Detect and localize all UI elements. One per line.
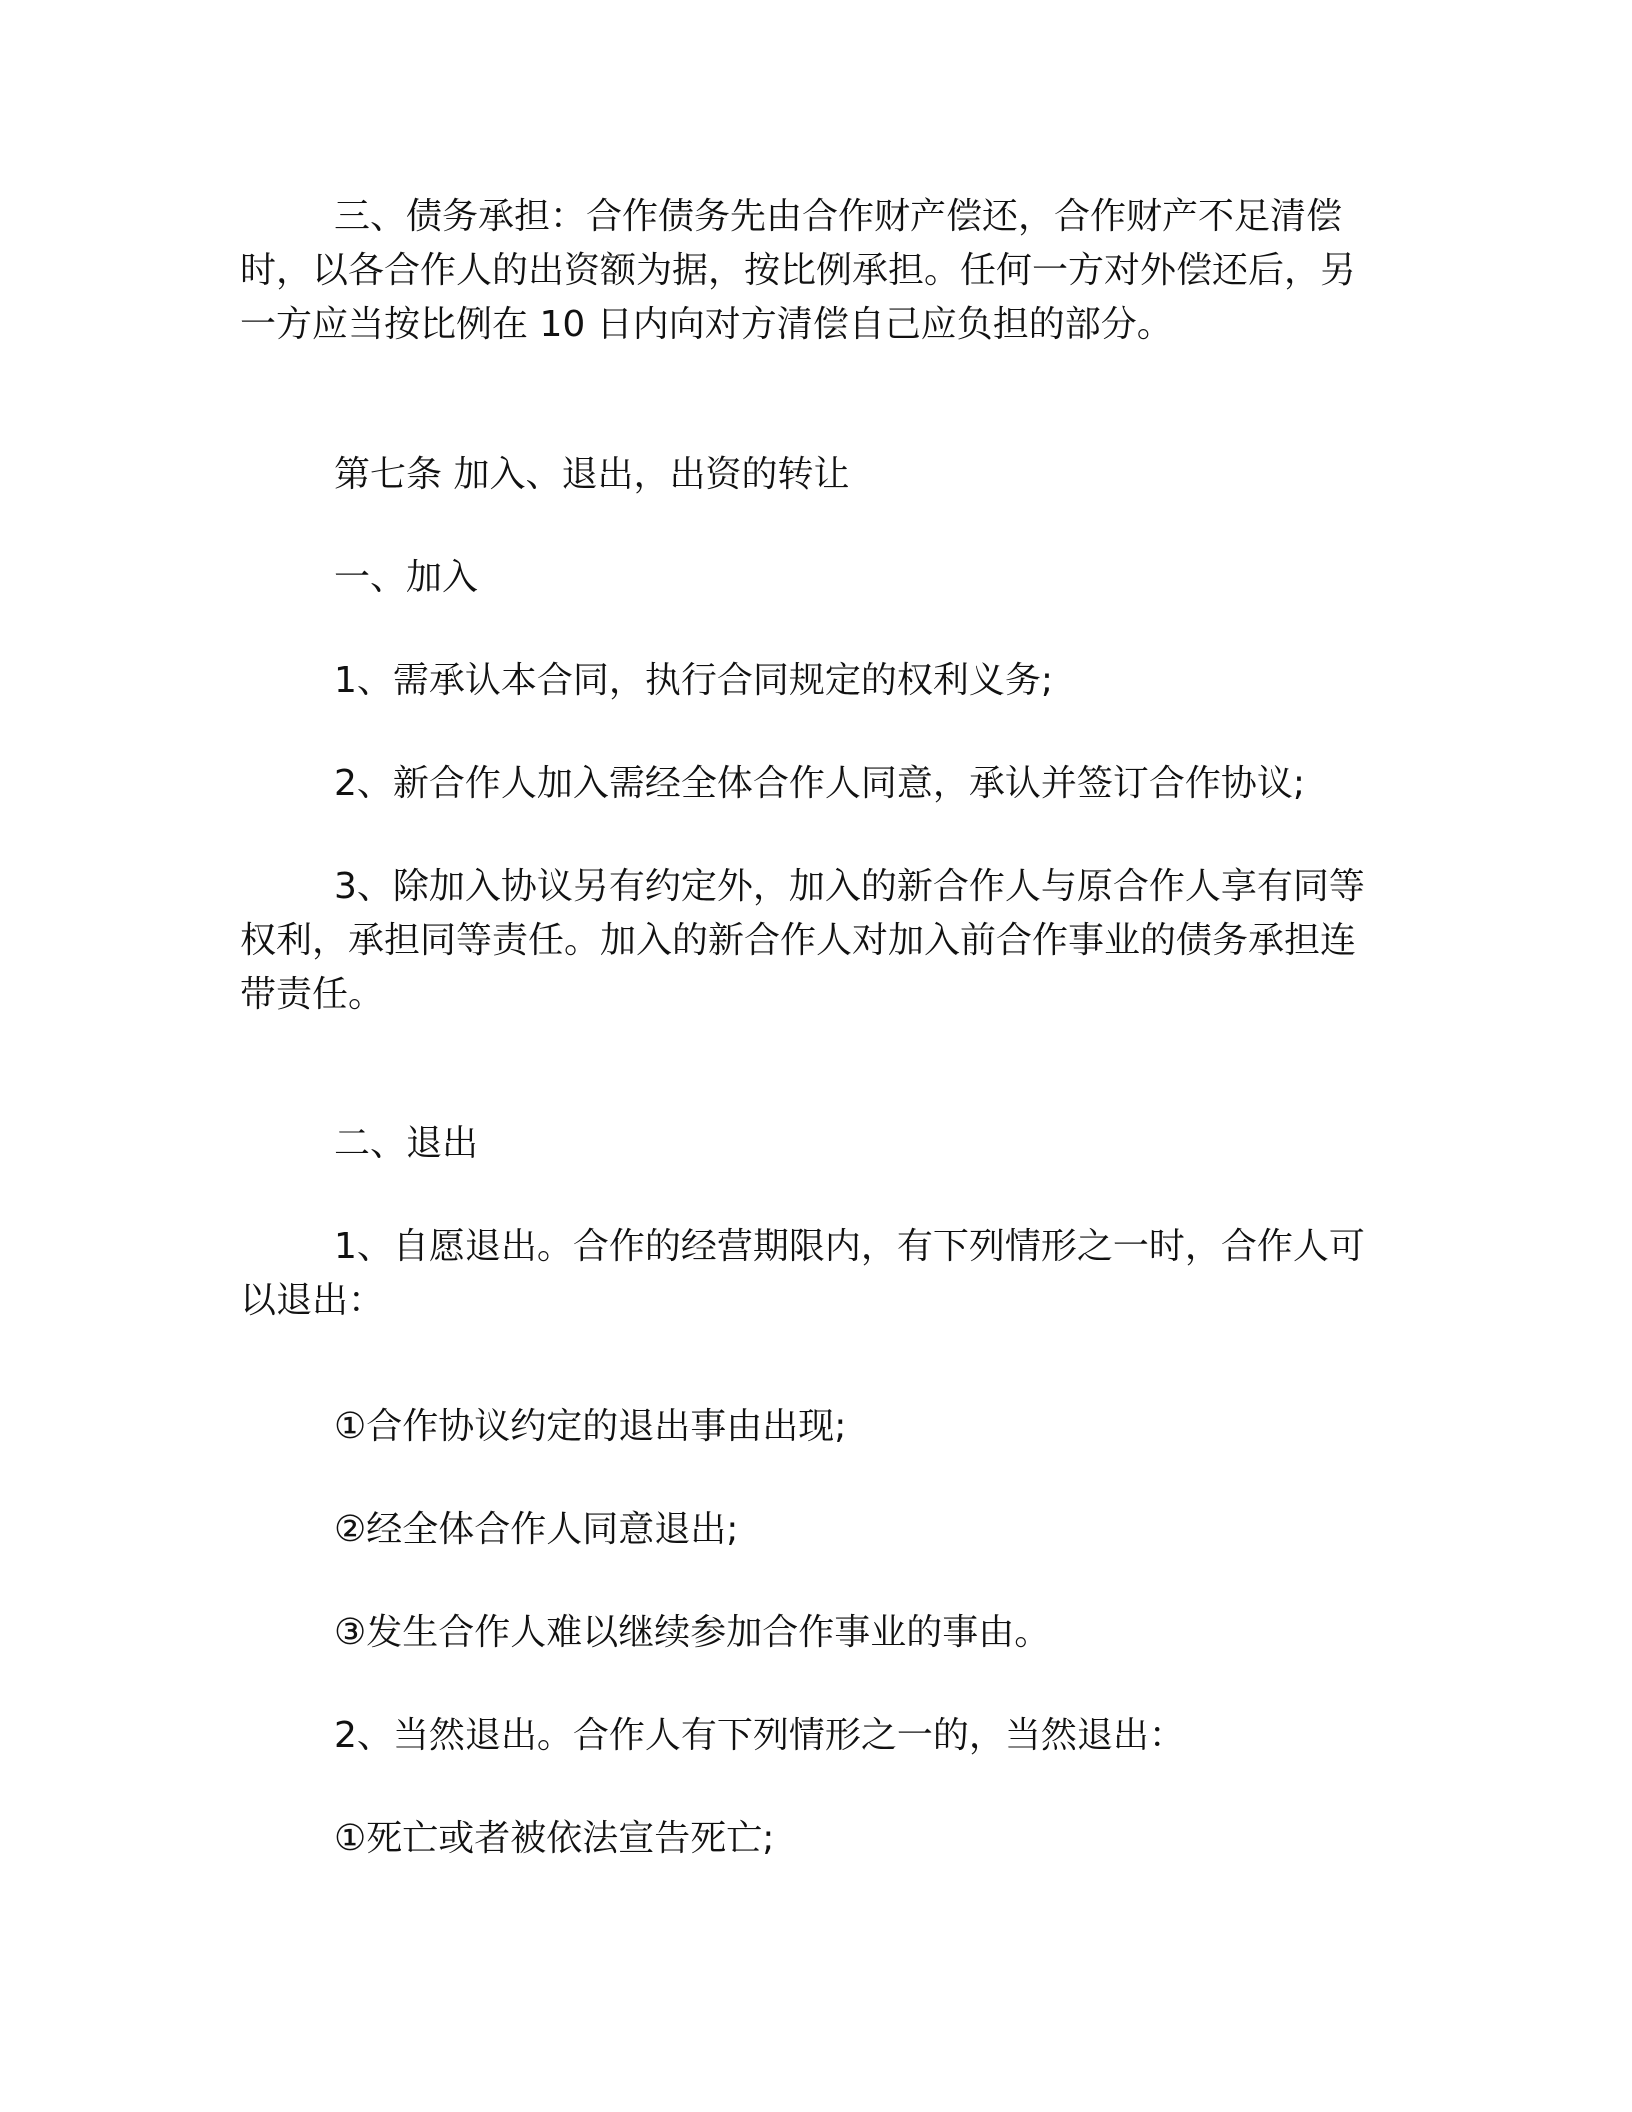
list-item-voluntary-1: ①合作协议约定的退出事由出现;	[334, 1406, 847, 1447]
heading-article-seven: 第七条 加入、退出，出资的转让	[334, 454, 850, 495]
heading-joining: 一、加入	[334, 557, 479, 598]
heading-withdrawal: 二、退出	[334, 1123, 479, 1164]
list-item-automatic-1: ①死亡或者被依法宣告死亡;	[334, 1818, 775, 1859]
paragraph-automatic-withdrawal: 2、当然退出。合作人有下列情形之一的，当然退出：	[334, 1715, 1185, 1756]
paragraph-debt-bearing: 三、债务承担：合作债务先由合作财产偿还，合作财产不足清偿时，以各合作人的出资额为据，按比例承担。任何一方对外偿还后，另一方应当按比例在 10 日内向对方清偿自己应负担的部分。	[240, 196, 1357, 345]
paragraph-joining-item-1: 1、需承认本合同，执行合同规定的权利义务;	[334, 660, 1054, 701]
paragraph-joining-item-3: 3、除加入协议另有约定外，加入的新合作人与原合作人享有同等权利，承担同等责任。加入的新合作人对加入前合作事业的债务承担连带责任。	[240, 866, 1365, 1015]
list-item-voluntary-3: ③发生合作人难以继续参加合作事业的事由。	[334, 1612, 1051, 1653]
paragraph-joining-item-2: 2、新合作人加入需经全体合作人同意，承认并签订合作协议;	[334, 763, 1306, 804]
paragraph-voluntary-withdrawal: 1、自愿退出。合作的经营期限内，有下列情形之一时，合作人可以退出：	[240, 1226, 1365, 1321]
list-item-voluntary-2: ②经全体合作人同意退出;	[334, 1509, 739, 1550]
